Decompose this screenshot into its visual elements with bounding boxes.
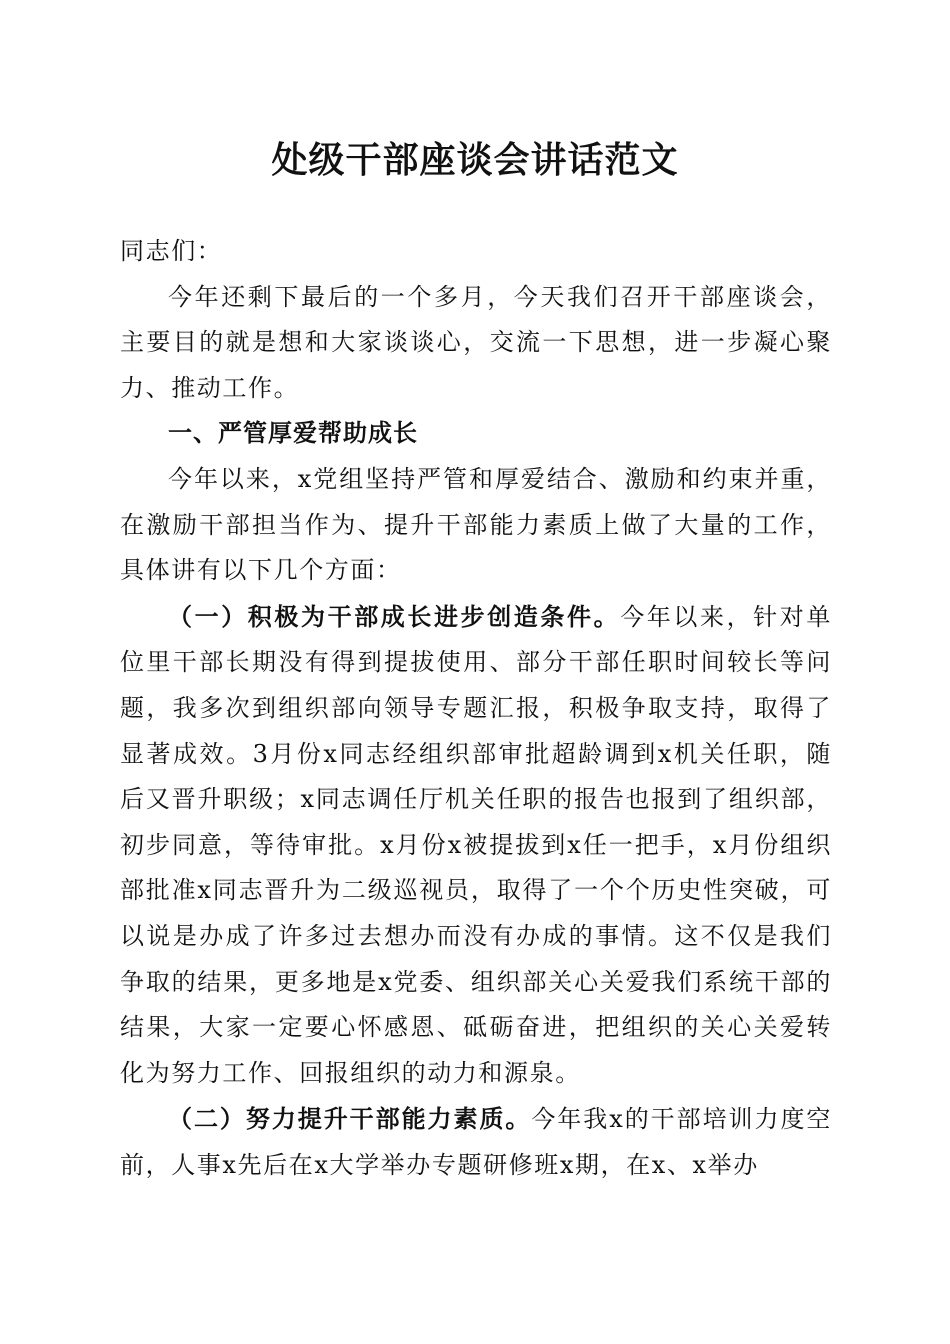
- point-1-heading: （一）积极为干部成长进步创造条件。: [168, 601, 621, 631]
- salutation: 同志们：: [120, 237, 223, 265]
- section-1-heading: 一、严管厚爱帮助成长: [168, 419, 418, 448]
- point-2-text: 今年我x的干部培训力度空前，人事x先后在x大学举办专题研修班x期，在x、x举办: [120, 1105, 833, 1179]
- point-2-heading: （二）努力提升干部能力素质。: [168, 1104, 532, 1134]
- point-2-paragraph: [120, 1096, 832, 1188]
- section-1-lead-paragraph: 今年以来，x党组坚持严管和厚爱结合、激励和约束并重，在激励干部担当作为、提升干部能力素质上做了大量的工作，具体讲有以下几个方面：: [120, 464, 832, 585]
- intro-paragraph: 今年还剩下最后的一个多月，今天我们召开干部座谈会，主要目的就是想和大家谈谈心，交流一下思想，进一步凝心聚力、推动工作。: [120, 282, 832, 402]
- point-1-paragraph: [120, 594, 832, 1097]
- document-body: [120, 229, 832, 1188]
- document-title: 处级干部座谈会讲话范文: [271, 139, 679, 181]
- point-1-text: 今年以来，针对单位里干部长期没有得到提拔使用、部分干部任职时间较长等问题，我多次到组织部向领导专题汇报，积极争取支持，取得了显著成效。3月份x同志经组织部审批超龄调到x机关任职，随后又晋升职级；x同志调任厅机关任职的报告也报到了组织部，初步同意，等待审批。x月份x被提拔到x任一把手，x月份组织部批准x同志晋升为二级巡视员，取得了一个个历史性突破，可以说是办成了许多过去想办而没有办成的事情。这不仅是我们争取的结果，更多地是x党委、组织部关心关爱我们系统干部的结果，大家一定要心怀感恩、砥砺奋进，把组织的关心关爱转化为努力工作、回报组织的动力和源泉。: [120, 602, 832, 1087]
